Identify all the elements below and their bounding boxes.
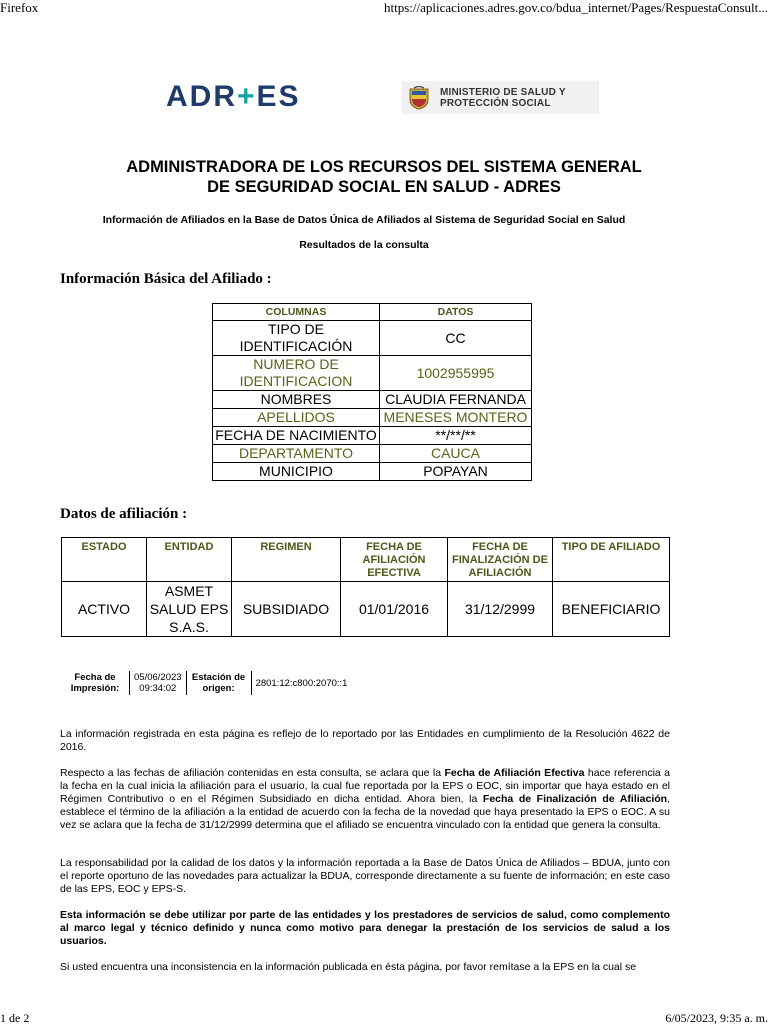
page-title-line1: ADMINISTRADORA DE LOS RECURSOS DEL SISTEMA GENERAL (126, 158, 642, 176)
cell-regimen: SUBSIDIADO (232, 582, 341, 637)
row-label: NUMERO DE IDENTIFICACION (213, 356, 380, 391)
column-header: COLUMNAS (213, 304, 380, 321)
disclaimer-paragraph-5: Si usted encuentra una inconsistencia en la información publicada en ésta página, por favor remítase a la EPS en la cual se (60, 961, 637, 973)
station-label: Estación de origen: (186, 671, 251, 695)
column-header: FECHA DE AFILIACIÓN EFECTIVA (341, 538, 448, 582)
print-header-left: Firefox (0, 0, 39, 15)
ministerio-line1: MINISTERIO DE SALUD Y (440, 86, 566, 98)
colombia-coat-of-arms-icon (408, 86, 430, 110)
row-value: 1002955995 (380, 356, 532, 391)
disclaimer-paragraph-4: Esta información se debe utilizar por parte de las entidades y los prestadores de servicios de salud, como complemento al marco legal y técnico definido y nunca como motivo para denegar la prestación de los servicios de salud a los usuarios. (60, 909, 670, 947)
print-time: 09:34:02 (139, 683, 177, 694)
row-value: MENESES MONTERO (380, 409, 532, 427)
affiliation-table (61, 537, 670, 637)
print-date-value (130, 671, 187, 695)
table-row (213, 356, 532, 391)
print-header-url: https://aplicaciones.adres.gov.co/bdua_internet/Pages/RespuestaConsult... (383, 0, 768, 15)
disclaimer-paragraph-1: La información registrada en esta página es reflejo de lo reportado por las Entidades en cumplimiento de la Resolución 4622 de 2016. (60, 728, 670, 753)
adres-logo-text: ADR (166, 80, 237, 113)
row-label: NOMBRES (213, 391, 380, 409)
text-segment: Respecto a las fechas de afiliación contenidas en esta consulta, se aclara que la (60, 767, 445, 779)
disclaimer-paragraph-3: La responsabilidad por la calidad de los datos y la información reportada a la Base de Datos Única de Afiliados – BDUA, junto con el reporte oportuno de las novedades para actualizar la BDUA, corresponde directamente a su fuente de información; en este caso de las EPS, EOC y EPS-S. (60, 857, 670, 895)
disclaimer-paragraph-2 (60, 767, 670, 832)
page-subtitle: Información de Afiliados en la Base de Datos Única de Afiliados al Sistema de Seguridad Social en Salud (102, 214, 626, 226)
basic-info-table (212, 303, 532, 481)
table-row (213, 463, 532, 481)
print-footer-timestamp: 6/05/2023, 9:35 a. m. (665, 1011, 768, 1025)
column-header: FECHA DE FINALIZACIÓN DE AFILIACIÓN (448, 538, 553, 582)
station-value: 2801:12:c800:2070::1 (251, 671, 351, 695)
print-date-label: Fecha de Impresión: (70, 672, 120, 694)
page-title-line2: DE SEGURIDAD SOCIAL EN SALUD - ADRES (207, 178, 561, 196)
ministerio-line2: PROTECCIÓN SOCIAL (440, 97, 551, 109)
column-header: DATOS (380, 304, 532, 321)
print-date: 05/06/2023 (134, 672, 182, 683)
row-label: DEPARTAMENTO (213, 445, 380, 463)
table-header-row (62, 538, 670, 582)
table-row (213, 445, 532, 463)
table-row (213, 391, 532, 409)
cell-estado: ACTIVO (62, 582, 147, 637)
results-title: Resultados de la consulta (299, 239, 429, 251)
page-title (0, 157, 768, 197)
row-label: MUNICIPIO (213, 463, 380, 481)
basic-info-title: Información Básica del Afiliado : (60, 271, 272, 287)
adres-logo (166, 80, 301, 114)
adres-logo-plus: + (237, 80, 257, 113)
table-row (213, 427, 532, 445)
row-label: FECHA DE NACIMIENTO (213, 427, 380, 445)
table-header-row (213, 304, 532, 321)
row-value: CC (380, 321, 532, 356)
row-value: CAUCA (380, 445, 532, 463)
cell-fecha-finalizacion: 31/12/2999 (448, 582, 553, 637)
print-footer-page: 1 de 2 (0, 1011, 30, 1025)
ministerio-logo (402, 81, 599, 114)
cell-entidad: ASMET SALUD EPS S.A.S. (147, 582, 232, 637)
row-label: TIPO DE IDENTIFICACIÓN (213, 321, 380, 356)
cell-fecha-afiliacion: 01/01/2016 (341, 582, 448, 637)
table-row (62, 582, 670, 637)
table-row (213, 321, 532, 356)
adres-logo-text-end: ES (256, 80, 301, 113)
bold-term: Fecha de Finalización de Afiliación (482, 793, 668, 805)
column-header: REGIMEN (232, 538, 341, 582)
text-segment: hace referencia a la fecha en la cual inicia la afiliación para el usuario, la cual fue reportada por la EPS o EOC, sin importar que haya estado en el Régimen Contributivo o en el Régimen Subsidiado en dicha entidad. Ahora bien, la (60, 767, 670, 805)
row-value: CLAUDIA FERNANDA (380, 391, 532, 409)
cell-tipo-afiliado: BENEFICIARIO (553, 582, 670, 637)
ministerio-logo-text (440, 87, 566, 109)
table-row (213, 409, 532, 427)
row-value: POPAYAN (380, 463, 532, 481)
column-header: ENTIDAD (147, 538, 232, 582)
bold-term: Fecha de Afiliación Efectiva (444, 767, 585, 779)
text-segment: , establece el término de la afiliación a la entidad de acuerdo con la fecha de la novedad que haya presentado la EPS o EOC. A su vez se aclara que la fecha de 31/12/2999 determina que el afiliado se encuentra vinculado con la entidad que genera la consulta. (60, 793, 670, 831)
row-label: APELLIDOS (213, 409, 380, 427)
column-header: TIPO DE AFILIADO (553, 538, 670, 582)
row-value: **/**/** (380, 427, 532, 445)
column-header: ESTADO (62, 538, 147, 582)
affiliation-title: Datos de afiliación : (60, 506, 188, 522)
print-info (61, 671, 351, 695)
